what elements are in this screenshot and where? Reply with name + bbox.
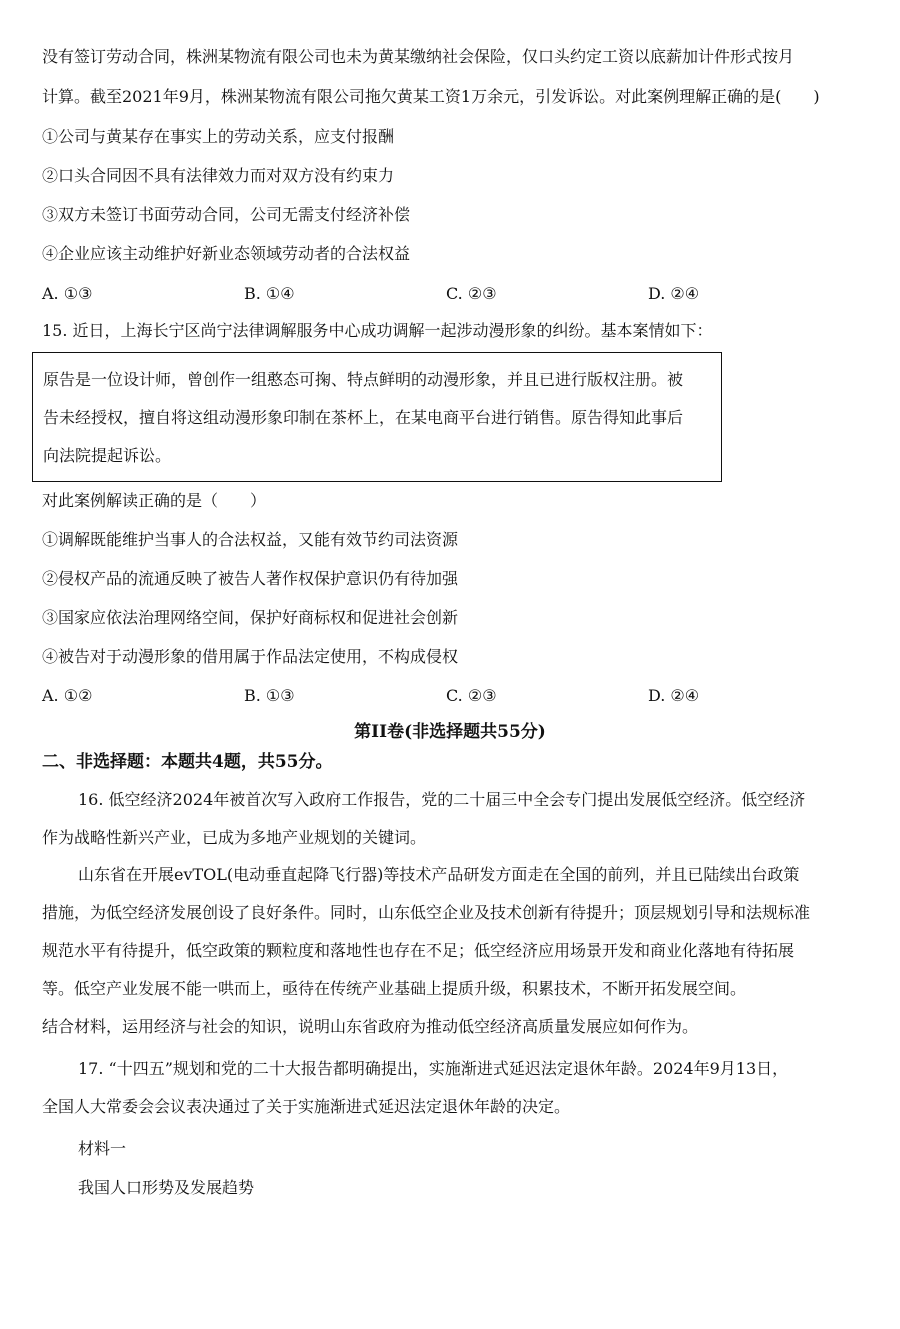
q15-case-line-3: 向法院提起诉讼。 [43,446,172,465]
q14-item-1: ①公司与黄某存在事实上的劳动关系，应支付报酬 [42,127,395,146]
q15-option-a: A. ①② [42,686,93,705]
part2-heading: 二、非选择题：本题共4题，共55分。 [42,752,333,772]
q15-options [42,685,742,707]
q15-item-4: ④被告对于动漫形象的借用属于作品法定使用，不构成侵权 [42,647,459,666]
q15-item-3: ③国家应依法治理网络空间，保护好商标权和促进社会创新 [42,608,459,627]
q16-task: 结合材料，运用经济与社会的知识，说明山东省政府为推动低空经济高质量发展应如何作为。 [42,1017,699,1036]
q16-line-1: 16. 低空经济2024年被首次写入政府工作报告，党的二十届三中全会专门提出发展低空经济。低空经济 [78,790,806,809]
q15-intro: 15. 近日，上海长宁区尚宁法律调解服务中心成功调解一起涉动漫形象的纠纷。基本案情如下： [42,321,713,340]
q14-text-line-1: 没有签订劳动合同，株洲某物流有限公司也未为黄某缴纳社会保险，仅口头约定工资以底薪加计件形式按月 [42,47,795,66]
q17-material-label: 材料一 [78,1139,127,1158]
q16-line-3: 山东省在开展evTOL(电动垂直起降飞行器)等技术产品研发方面走在全国的前列，并且已陆续出台政策 [78,865,800,884]
q15-option-c: C. ②③ [446,686,497,705]
q14-option-a: A. ①③ [42,284,93,303]
q15-question: 对此案例解读正确的是（ ） [42,491,267,510]
q14-item-3: ③双方未签订书面劳动合同，公司无需支付经济补偿 [42,205,411,224]
q15-case-line-1: 原告是一位设计师，曾创作一组憨态可掬、特点鲜明的动漫形象，并且已进行版权注册。被 [43,370,684,389]
q15-option-b: B. ①③ [244,686,295,705]
q16-line-2: 作为战略性新兴产业，已成为多地产业规划的关键词。 [42,828,427,847]
q15-item-2: ②侵权产品的流通反映了被告人著作权保护意识仍有待加强 [42,569,459,588]
q15-case-line-2: 告未经授权，擅自将这组动漫形象印制在茶杯上，在某电商平台进行销售。原告得知此事后 [43,408,684,427]
q14-options [42,283,742,305]
q14-item-4: ④企业应该主动维护好新业态领域劳动者的合法权益 [42,244,411,263]
q14-option-d: D. ②④ [648,284,700,303]
q17-line-1: 17. “十四五”规划和党的二十大报告都明确提出，实施渐进式延迟法定退休年龄。2024年9月13日， [78,1059,789,1078]
q14-item-2: ②口头合同因不具有法律效力而对双方没有约束力 [42,166,395,185]
q17-material-title: 我国人口形势及发展趋势 [78,1178,255,1197]
q15-option-d: D. ②④ [648,686,700,705]
q15-case-box [32,352,722,482]
q16-line-5: 规范水平有待提升，低空政策的颗粒度和落地性也存在不足；低空经济应用场景开发和商业化落地有待拓展 [42,941,795,960]
part2-title: 第II卷(非选择题共55分) [354,722,546,742]
q15-item-1: ①调解既能维护当事人的合法权益，又能有效节约司法资源 [42,530,459,549]
q14-option-c: C. ②③ [446,284,497,303]
q14-option-b: B. ①④ [244,284,295,303]
q16-line-4: 措施，为低空经济发展创设了良好条件。同时，山东低空企业及技术创新有待提升；顶层规划引导和法规标准 [42,903,811,922]
q17-line-2: 全国人大常委会会议表决通过了关于实施渐进式延迟法定退休年龄的决定。 [42,1097,571,1116]
q16-line-6: 等。低空产业发展不能一哄而上，亟待在传统产业基础上提质升级，积累技术，不断开拓发展空间。 [42,979,747,998]
q14-text-line-2: 计算。截至2021年9月，株洲某物流有限公司拖欠黄某工资1万余元，引发诉讼。对此案例理解正确的是( ) [42,87,820,106]
